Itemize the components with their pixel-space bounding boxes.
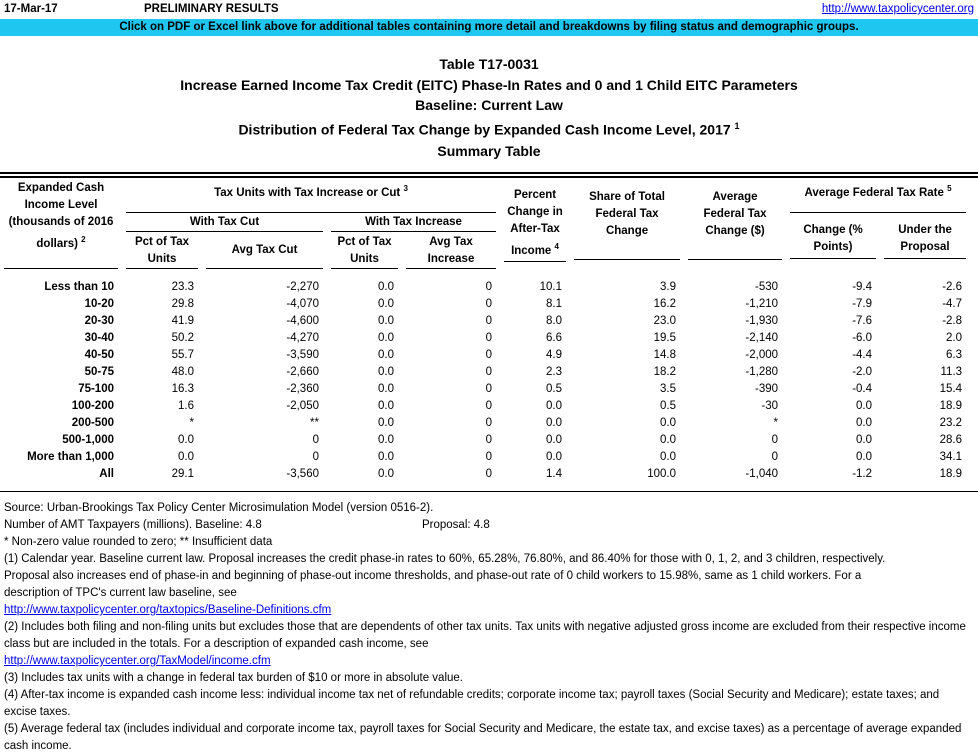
rate-under-proposal-cell: 28.6 — [939, 433, 963, 446]
pct-with-cut-cell: 1.6 — [178, 399, 194, 412]
avg-tax-increase-cell: 0 — [485, 467, 493, 480]
table-row — [0, 313, 970, 330]
avg-tax-change-cell: -1,280 — [745, 365, 779, 378]
top-bar — [0, 0, 978, 18]
pct-change-after-tax-cell: 0.0 — [546, 399, 563, 412]
rate-under-proposal-cell: -2.6 — [942, 280, 963, 293]
table-title: Increase Earned Income Tax Credit (EITC) Phase-In Rates and 0 and 1 Child EITC Parameters — [180, 76, 798, 93]
baseline-title: Baseline: Current Law — [415, 97, 563, 113]
pct-change-after-tax-cell: 8.0 — [546, 314, 563, 327]
pct-change-after-tax-cell: 1.4 — [546, 467, 563, 480]
pct-change-after-tax-cell: 0.0 — [546, 433, 563, 446]
avg-tax-cut-cell: -2,360 — [286, 382, 319, 395]
avg-tax-change-cell: -1,210 — [745, 297, 779, 310]
pct-with-cut-cell: 0.0 — [178, 433, 194, 446]
avg-tax-increase-cell: 0 — [485, 382, 493, 395]
share-of-change-cell: 0.0 — [660, 433, 677, 446]
avg-tax-increase-cell: 0 — [485, 433, 493, 446]
rate-change-cell: -7.9 — [852, 297, 873, 310]
avg-tax-cut-cell: -4,270 — [286, 331, 319, 344]
share-of-change-cell: 100.0 — [647, 467, 677, 480]
pct-with-increase-cell: 0.0 — [378, 416, 394, 429]
rate-change-cell: -2.0 — [852, 365, 873, 378]
share-of-change-cell: 0.0 — [660, 416, 677, 429]
rate-under-proposal-cell: 2.0 — [946, 331, 963, 344]
header-pct-units: Pct of Tax Units — [122, 234, 202, 269]
avg-tax-increase-cell: 0 — [485, 331, 493, 344]
share-of-change-cell: 3.5 — [660, 382, 677, 395]
share-of-change-cell: 19.5 — [653, 331, 677, 344]
income-level-cell: 200-500 — [71, 416, 114, 429]
distribution-title: Distribution of Federal Tax Change by Expanded Cash Income Level, 2017 $^1$ — [238, 120, 740, 138]
avg-tax-change-cell: -1,040 — [745, 467, 779, 480]
pct-with-increase-cell: 0.0 — [378, 280, 394, 293]
pct-with-increase-cell: 0.0 — [378, 467, 394, 480]
pct-with-cut-cell: 48.0 — [171, 365, 194, 378]
rate-change-cell: -9.4 — [852, 280, 873, 293]
avg-tax-cut-cell: 0 — [312, 450, 319, 463]
rate-under-proposal-cell: 15.4 — [939, 382, 963, 395]
avg-tax-increase-cell: 0 — [485, 416, 493, 429]
avg-tax-change-cell: 0 — [771, 433, 779, 446]
pct-with-increase-cell: 0.0 — [378, 399, 394, 412]
header-rate-change: Change (% Points) — [786, 213, 880, 269]
share-of-change-cell: 14.8 — [653, 348, 677, 361]
rate-under-proposal-cell: 34.1 — [939, 450, 963, 463]
star-note: * Non-zero value rounded to zero; ** Insufficient data — [4, 536, 273, 548]
rate-under-proposal-cell: 6.3 — [946, 348, 963, 361]
avg-tax-change-cell: * — [773, 416, 779, 429]
pct-with-increase-cell: 0.0 — [378, 365, 394, 378]
income-level-cell: 20-30 — [84, 314, 114, 327]
pct-with-cut-cell: 23.3 — [171, 280, 194, 293]
source-note: Source: Urban-Brookings Tax Policy Center Microsimulation Model (version 0516-2). — [4, 502, 434, 514]
avg-tax-change-cell: -530 — [755, 280, 779, 293]
share-of-change-cell: 16.2 — [653, 297, 677, 310]
pct-change-after-tax-cell: 10.1 — [539, 280, 563, 293]
table-bottom-rule — [0, 491, 978, 492]
table-row — [0, 415, 970, 432]
header-income: Expanded Cash Income Level (thousands of 2016 dollars) $^2$ — [0, 180, 122, 269]
table-row — [0, 347, 970, 364]
table-row — [0, 330, 970, 347]
summary-title: Summary Table — [437, 142, 541, 159]
rate-under-proposal-cell: 18.9 — [939, 399, 963, 412]
table-row — [0, 466, 970, 483]
baseline-definitions-link[interactable]: http://www.taxpolicycenter.org/taxtopics/Baseline-Definitions.cfm — [4, 604, 332, 616]
avg-tax-change-cell: -1,930 — [745, 314, 779, 327]
income-level-cell: All — [99, 467, 114, 480]
summary-table — [0, 180, 970, 483]
info-banner: Click on PDF or Excel link above for additional tables containing more detail and breakdowns by filing status and demographic groups. — [0, 19, 978, 36]
avg-tax-increase-cell: 0 — [485, 399, 493, 412]
pct-with-cut-cell: 29.8 — [171, 297, 194, 310]
pct-change-after-tax-cell: 0.0 — [546, 450, 563, 463]
double-divider — [0, 172, 978, 178]
header-avg-change: Average Federal Tax Change ($) — [684, 180, 786, 269]
pct-with-cut-cell: * — [189, 416, 194, 429]
header-with-increase: With Tax Increase — [327, 213, 500, 234]
rate-under-proposal-cell: 23.2 — [939, 416, 963, 429]
table-row — [0, 449, 970, 466]
header-with-cut: With Tax Cut — [122, 213, 327, 234]
footnote-2: (2) Includes both filing and non-filing units but excludes those that are dependents of other tax units. Tax units with negative adjusted gross income are excluded from their respective income class but are included in the totals. For a description of expanded cash income, see — [4, 621, 966, 650]
avg-tax-cut-cell: ** — [310, 416, 319, 429]
pct-with-cut-cell: 41.9 — [171, 314, 194, 327]
pct-with-cut-cell: 55.7 — [171, 348, 194, 361]
avg-tax-change-cell: 0 — [771, 450, 779, 463]
table-row — [0, 279, 970, 296]
footnote-ref: 1 — [734, 120, 740, 131]
footnotes — [4, 500, 969, 755]
income-level-cell: 10-20 — [84, 297, 114, 310]
pct-with-increase-cell: 0.0 — [378, 450, 394, 463]
income-level-cell: 500-1,000 — [62, 433, 114, 446]
avg-tax-change-cell: -30 — [761, 399, 779, 412]
header-tax-units: Tax Units with Tax Increase or Cut $^3$ — [122, 180, 500, 213]
avg-tax-increase-cell: 0 — [485, 365, 493, 378]
footnote-1: (1) Calendar year. Baseline current law. Proposal increases the credit phase-in rates to 60%, 65.28%, 76.80%, and 86.40% for those with 0, 1, 2, and 3 children, respectively. Proposal also increases end of phase-in and beginning of phase-out income thresholds, and phase-out rate of 0 child workers to 15.98%, same as 1 child workers. For a description of TPC's current law baseline, see — [4, 553, 886, 599]
header-pct-units-2: Pct of Tax Units — [327, 234, 402, 269]
share-of-change-cell: 18.2 — [653, 365, 677, 378]
header-avg-increase: Avg Tax Increase — [402, 234, 500, 269]
report-date: 17-Mar-17 — [4, 3, 58, 15]
avg-tax-cut-cell: -3,590 — [286, 348, 319, 361]
footnote-5: (5) Average federal tax (includes individual and corporate income tax, payroll taxes for Social Security and Medicare, the estate tax, and excise taxes) as a percentage of average expanded cash income. — [4, 723, 962, 752]
pct-change-after-tax-cell: 2.3 — [546, 365, 563, 378]
status-label: PRELIMINARY RESULTS — [144, 3, 279, 15]
avg-tax-cut-cell: -3,560 — [286, 467, 319, 480]
pct-change-after-tax-cell: 6.6 — [546, 331, 563, 344]
avg-tax-cut-cell: -4,600 — [286, 314, 319, 327]
rate-change-cell: -0.4 — [852, 382, 873, 395]
share-of-change-cell: 0.5 — [660, 399, 677, 412]
avg-tax-change-cell: -2,140 — [745, 331, 779, 344]
avg-tax-increase-cell: 0 — [485, 297, 493, 310]
avg-tax-increase-cell: 0 — [485, 450, 493, 463]
table-row — [0, 364, 970, 381]
pct-with-cut-cell: 50.2 — [171, 331, 194, 344]
avg-tax-cut-cell: -2,270 — [286, 280, 319, 293]
income-level-cell: 30-40 — [84, 331, 114, 344]
pct-change-after-tax-cell: 0.5 — [546, 382, 563, 395]
pct-with-cut-cell: 0.0 — [178, 450, 194, 463]
pct-with-increase-cell: 0.0 — [378, 297, 394, 310]
pct-change-after-tax-cell: 4.9 — [546, 348, 563, 361]
rate-change-cell: -6.0 — [852, 331, 873, 344]
header-avg-cut: Avg Tax Cut — [202, 234, 327, 269]
avg-tax-cut-cell: -2,050 — [286, 399, 319, 412]
header-rate-proposal: Under the Proposal — [880, 213, 970, 269]
table-row — [0, 432, 970, 449]
income-level-cell: 75-100 — [78, 382, 114, 395]
table-titles — [0, 54, 978, 161]
rate-change-cell: -7.6 — [852, 314, 873, 327]
avg-tax-cut-cell: -2,660 — [286, 365, 319, 378]
income-definition-link[interactable]: http://www.taxpolicycenter.org/TaxModel/income.cfm — [4, 655, 271, 667]
tpc-link[interactable]: http://www.taxpolicycenter.org — [821, 3, 974, 15]
footnote-4: (4) After-tax income is expanded cash income less: individual income tax net of refundable credits; corporate income tax; payroll taxes (Social Security and Medicare); estate taxes; and excise taxes. — [4, 689, 940, 718]
avg-tax-increase-cell: 0 — [485, 314, 493, 327]
table-row — [0, 296, 970, 313]
avg-tax-change-cell: -2,000 — [745, 348, 779, 361]
amt-note: Number of AMT Taxpayers (millions). Baseline: 4.8 Proposal: 4.8 — [4, 519, 490, 531]
footnote-3: (3) Includes tax units with a change in federal tax burden of $10 or more in absolute value. — [4, 672, 463, 684]
rate-under-proposal-cell: -2.8 — [942, 314, 963, 327]
rate-change-cell: 0.0 — [856, 399, 873, 412]
header-pct-change: Percent Change in After-Tax Income $^4$ — [500, 180, 570, 269]
rate-under-proposal-cell: 18.9 — [939, 467, 963, 480]
pct-with-increase-cell: 0.0 — [378, 348, 394, 361]
pct-change-after-tax-cell: 8.1 — [546, 297, 563, 310]
rate-change-cell: -1.2 — [852, 467, 873, 480]
rate-under-proposal-cell: 11.3 — [940, 365, 963, 378]
income-level-cell: 50-75 — [84, 365, 114, 378]
header-avg-rate: Average Federal Tax Rate $^5$ — [786, 180, 970, 213]
pct-with-increase-cell: 0.0 — [378, 433, 394, 446]
rate-change-cell: -4.4 — [852, 348, 873, 361]
pct-change-after-tax-cell: 0.0 — [546, 416, 563, 429]
avg-tax-cut-cell: 0 — [312, 433, 319, 446]
pct-with-cut-cell: 16.3 — [171, 382, 194, 395]
share-of-change-cell: 0.0 — [660, 450, 677, 463]
rate-change-cell: 0.0 — [856, 433, 873, 446]
income-level-cell: More than 1,000 — [27, 450, 114, 463]
header-share: Share of Total Federal Tax Change — [570, 180, 684, 269]
avg-tax-change-cell: -390 — [755, 382, 779, 395]
table-number: Table T17-0031 — [439, 56, 539, 72]
income-level-cell: Less than 10 — [44, 280, 114, 293]
pct-with-increase-cell: 0.0 — [378, 382, 394, 395]
pct-with-increase-cell: 0.0 — [378, 314, 394, 327]
share-of-change-cell: 23.0 — [653, 314, 677, 327]
share-of-change-cell: 3.9 — [660, 280, 677, 293]
income-level-cell: 100-200 — [71, 399, 114, 412]
rate-under-proposal-cell: -4.7 — [942, 297, 963, 310]
avg-tax-increase-cell: 0 — [485, 280, 493, 293]
pct-with-increase-cell: 0.0 — [378, 331, 394, 344]
avg-tax-increase-cell: 0 — [485, 348, 493, 361]
rate-change-cell: 0.0 — [856, 416, 873, 429]
table-row — [0, 381, 970, 398]
pct-with-cut-cell: 29.1 — [171, 467, 194, 480]
income-level-cell: 40-50 — [84, 348, 114, 361]
avg-tax-cut-cell: -4,070 — [286, 297, 319, 310]
rate-change-cell: 0.0 — [856, 450, 873, 463]
table-row — [0, 398, 970, 415]
